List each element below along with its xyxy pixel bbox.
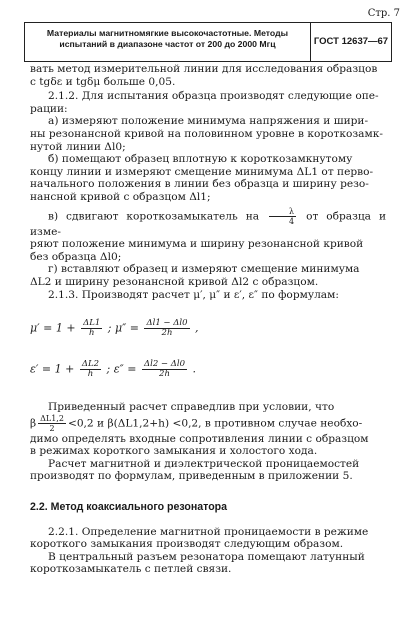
formula-part: , [195,321,199,335]
formula-part: μ′ = 1 + [30,321,76,335]
formula-part: ε′ = 1 + [30,362,75,376]
text-line: производят по формулам, приведенным в приложении 5. [30,470,353,483]
fraction-numerator: ΔL2 [81,359,100,370]
text-line: ряют положение минимума и ширину резонансной кривой [30,238,364,251]
header-title-line1: Материалы магнитномягкие высокочастотные. Методы [46,28,289,38]
text-line: б) помещают образец вплотную к короткозамкнутому [48,153,353,166]
text-line: короткозамыкатель с петлей связи. [30,563,232,576]
section-heading: 2.2. Метод коаксиального резонатора [30,501,228,514]
text-line: рации: [30,102,68,115]
text-span: от образца и изме- [30,210,387,238]
text-line: без образца Δl0; [30,250,122,263]
text-line: Расчет магнитной и диэлектрической проницаемостей [48,457,360,470]
text-line: 2.1.2. Для испытания образца производят следующие опе- [48,90,379,103]
fraction-lambda-4 [269,207,296,226]
formula-part: . [192,362,197,376]
formula-epsilon [30,360,386,379]
text-line-with-fraction [30,414,386,433]
fraction-denominator: 2h [161,328,173,339]
fraction-numerator: λ [269,207,296,217]
text-line: 2.2.1. Определение магнитной проницаемости в режиме [48,525,369,538]
text-line: Приведенный расчет справедлив при условии, что [48,401,335,414]
formula-mu [30,319,386,338]
text-line: в режимах короткого замыкания и холостого хода. [30,445,318,458]
formula-part: ; μ″ = [107,321,139,335]
text-line: димо определять входные сопротивления линии с образцом [30,432,369,445]
fraction-dL1-h [81,319,102,338]
header-title [25,23,311,61]
text-line: концу линии и измеряют смещение минимума ΔL1 от перво- [30,165,374,178]
fraction-denominator: 4 [289,216,295,226]
fraction-denominator: 2h [159,369,170,380]
text-span: <0,2 и β(ΔL1,2+h) <0,2, в противном случае необхо- [67,417,363,430]
text-span: в) сдвигают короткозамыкатель на [48,210,260,223]
page-number: Стр. 7 [367,8,400,19]
standard-code: ГОСТ 12637—67 [313,36,389,47]
header-title-line2: испытаний в диапазоне частот от 200 до 2000 Мгц [59,39,276,49]
text-line: нансной кривой с образцом Δl1; [30,190,211,203]
text-line: с tgδε и tgδμ больше 0,05. [30,75,176,88]
text-line-with-fraction [30,207,386,239]
text-line: а) измеряют положение минимума напряжения и шири- [48,115,369,128]
fraction-dl1-dl0-2h [144,319,189,338]
text-line: г) вставляют образец и измеряют смещение минимума [48,263,360,276]
fraction-dL2-h [80,360,101,379]
text-line: нутой линии Δl0; [30,140,126,153]
fraction-numerator: Δl1 − Δl0 [146,318,188,329]
text-line: ΔL2 и ширину резонансной кривой Δl2 с образцом. [30,275,319,288]
fraction-dl2-dl0-2h [142,360,187,379]
text-span: β [30,417,37,430]
fraction-numerator: Δl2 − Δl0 [143,359,186,370]
formula-part: ; ε″ = [106,362,137,376]
fraction-denominator: h [88,328,95,339]
text-line: вать метод измерительной линии для исследования образцов [30,63,378,75]
text-line: В центральный разъем резонатора помещают латунный [48,550,365,563]
text-line: ны резонансной кривой на половинном уровне в короткозамк- [30,127,383,140]
fraction-denominator: h [87,369,94,380]
fraction-numerator: ΔL1 [83,318,101,329]
fraction-numerator: ΔL1,2 [40,413,64,423]
text-line: 2.1.3. Производят расчет μ′, μ″ и ε′, ε″ по формулам: [48,288,339,301]
text-line: короткого замыкания производят следующим образом. [30,538,344,551]
header-box [24,22,392,62]
fraction-dL12-2 [38,414,66,433]
fraction-denominator: 2 [49,423,55,433]
document-body [30,63,386,576]
text-line: начального положения в линии без образца и ширину резо- [30,178,369,191]
